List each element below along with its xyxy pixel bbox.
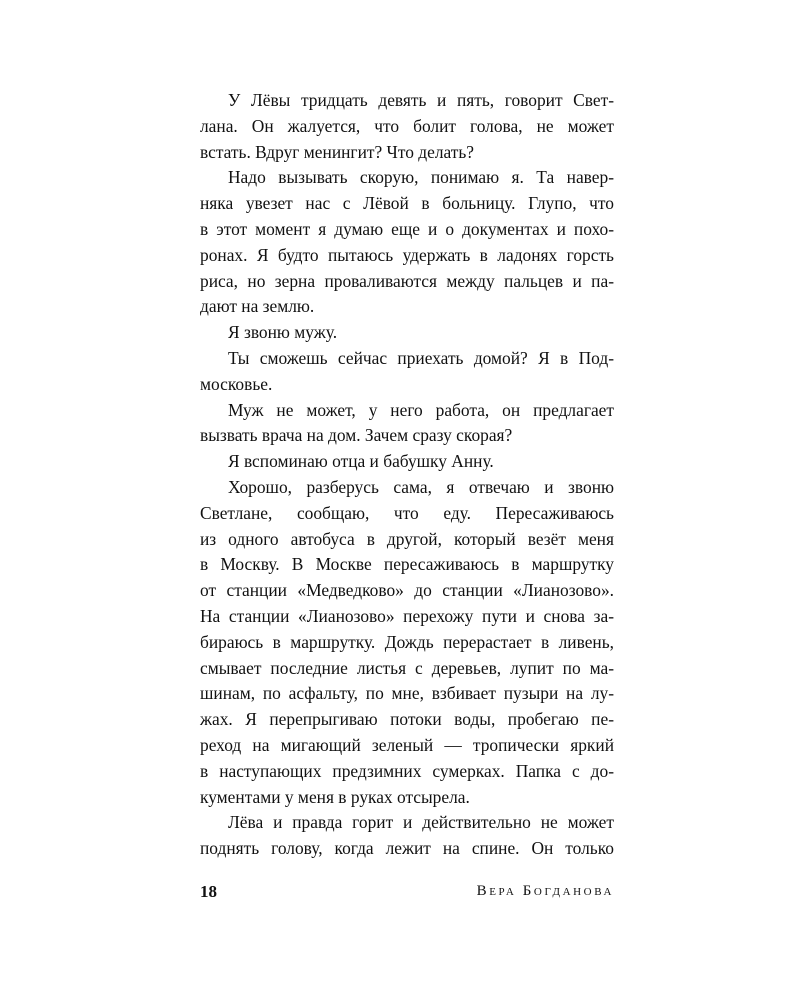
text-line: вызвать врача на дом. Зачем сразу скорая?: [200, 425, 513, 446]
text-line: встать. Вдруг менингит? Что делать?: [200, 141, 475, 162]
page-number: 18: [200, 882, 217, 901]
page-footer: [200, 882, 614, 906]
text-line: от станции «Медведково» до станции «Лианозово».: [200, 580, 614, 601]
text-line: поднять голову, когда лежит на спине. Он только: [200, 838, 614, 859]
text-line: няка увезет нас с Лёвой в больницу. Глупо, что: [200, 193, 614, 214]
text-line: из одного автобуса в другой, который везёт меня: [200, 528, 614, 549]
text-line: в этот момент я думаю еще и о документах и похо-: [200, 218, 614, 239]
text-line: в Москву. В Москве пересаживаюсь в маршрутку: [200, 554, 614, 575]
text-line: лана. Он жалуется, что болит голова, не может: [200, 115, 614, 136]
text-line: в наступающих предзимних сумерках. Папка с до-: [200, 760, 614, 781]
text-line: Я звоню мужу.: [228, 322, 338, 343]
text-line: Светлане, сообщаю, что еду. Пересаживаюсь: [200, 502, 614, 523]
text-line: Я вспоминаю отца и бабушку Анну.: [228, 451, 494, 472]
text-line: московье.: [200, 373, 273, 394]
text-line: жах. Я перепрыгиваю потоки воды, пробегаю пе-: [200, 709, 614, 730]
text-line: Надо вызывать скорую, понимаю я. Та навер-: [228, 167, 614, 188]
text-line: бираюсь в маршрутку. Дождь перерастает в ливень,: [200, 631, 614, 652]
text-line: шинам, по асфальту, по мне, взбивает пузыри на лу-: [200, 683, 614, 704]
text-line: смывает последние листья с деревьев, лупит по ма-: [200, 657, 614, 678]
text-line: У Лёвы тридцать девять и пять, говорит Свет-: [228, 90, 614, 110]
text-line: Хорошо, разберусь сама, я отвечаю и звоню: [228, 476, 614, 497]
body-text: [200, 88, 614, 862]
text-line: дают на землю.: [200, 296, 315, 317]
text-line: Муж не может, у него работа, он предлагает: [228, 399, 614, 420]
running-head-author: Вера Богданова: [476, 883, 614, 899]
text-line: кументами у меня в руках отсырела.: [200, 786, 470, 807]
text-line: Ты сможешь сейчас приехать домой? Я в Под-: [228, 347, 614, 368]
text-line: риса, но зерна проваливаются между пальцев и па-: [200, 270, 614, 291]
text-line: На станции «Лианозово» перехожу пути и снова за-: [200, 605, 614, 626]
text-line: реход на мигающий зеленый — тропически яркий: [200, 734, 614, 755]
text-line: ронах. Я будто пытаюсь удержать в ладонях горсть: [200, 244, 614, 265]
text-line: Лёва и правда горит и действительно не может: [228, 812, 614, 833]
